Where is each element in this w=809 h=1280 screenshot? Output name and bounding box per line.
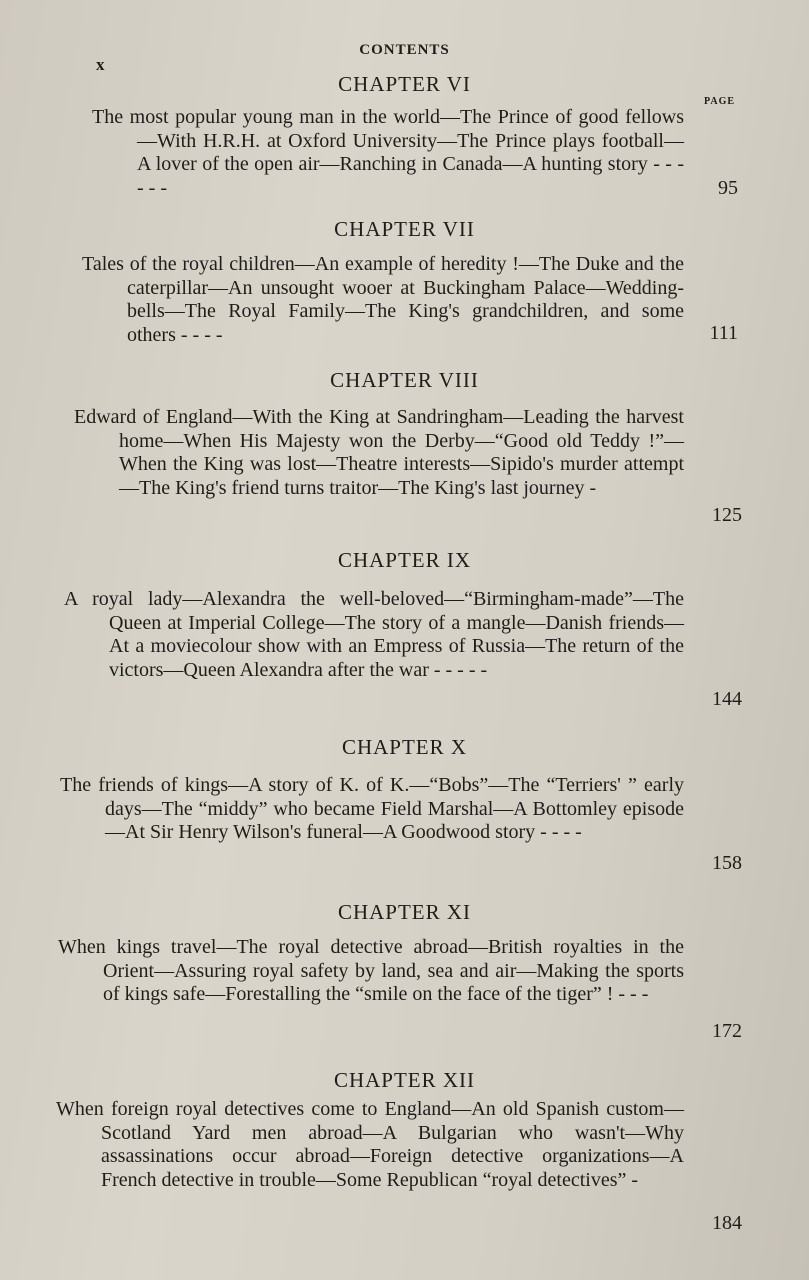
chapter-page-x: 158 (712, 852, 742, 874)
chapter-page-ix: 144 (712, 688, 742, 710)
chapter-page-vi: 95 (718, 177, 738, 199)
chapter-page-xii: 184 (712, 1212, 742, 1234)
chapter-heading-ix: CHAPTER IX (337, 548, 472, 572)
chapter-summary-vii: Tales of the royal children—An example of heredity !—The Duke and the caterpillar—An unsought wooer at Buckingham Palace—Wedding-bells—The Royal Family—The King's grandchildren, and some others - - - - (82, 253, 684, 346)
chapter-page-xi: 172 (712, 1020, 742, 1042)
chapter-heading-x: CHAPTER X (341, 735, 468, 759)
chapter-summary-xi: When kings travel—The royal detective abroad—British royalties in the Orient—Assuring royal safety by land, sea and air—Making the sports of kings safe—Forestalling the “smile on the face of the tiger” ! - - - (58, 936, 684, 1005)
chapter-heading-xi: CHAPTER XI (337, 900, 472, 924)
chapter-heading-vi: CHAPTER VI (338, 72, 471, 96)
running-head: CONTENTS (359, 42, 450, 58)
chapter-page-vii: 111 (709, 322, 738, 344)
page-column-label: PAGE (704, 96, 736, 107)
page-folio: x (96, 55, 105, 74)
chapter-heading-viii: CHAPTER VIII (330, 368, 479, 392)
chapter-summary-x: The friends of kings—A story of K. of K.—“Bobs”—The “Terriers' ” early days—The “middy” who became Field Marshal—A Bottomley episode—At Sir Henry Wilson's funeral—A Goodwood story - - - - (60, 774, 684, 843)
chapter-page-viii: 125 (712, 504, 742, 526)
chapter-summary-ix: A royal lady—Alexandra the well-beloved—“Birmingham-made”—The Queen at Imperial College—The story of a mangle—Danish friends—At a moviecolour show with an Empress of Russia—The return of the victors—Queen Alexandra after the war - - - - - (64, 588, 684, 681)
chapter-summary-xii: When foreign royal detectives come to England—An old Spanish custom—Scotland Yard men abroad—A Bulgarian who wasn't—Why assassinations occur abroad—Foreign detective organizations—A French detective in trouble—Some Republican “royal detectives” - (56, 1098, 684, 1191)
chapter-summary-viii: Edward of England—With the King at Sandringham—Leading the harvest home—When His Majesty won the Derby—“Good old Teddy !”—When the King was lost—Theatre interests—Sipido's murder attempt—The King's friend turns traitor—The King's last journey - (74, 406, 684, 499)
chapter-heading-vii: CHAPTER VII (334, 217, 475, 241)
chapter-summary-vi: The most popular young man in the world—The Prince of good fellows—With H.R.H. at Oxford University—The Prince plays football—A lover of the open air—Ranching in Canada—A hunting story - - - - - - (92, 106, 684, 199)
chapter-heading-xii: CHAPTER XII (333, 1068, 476, 1092)
